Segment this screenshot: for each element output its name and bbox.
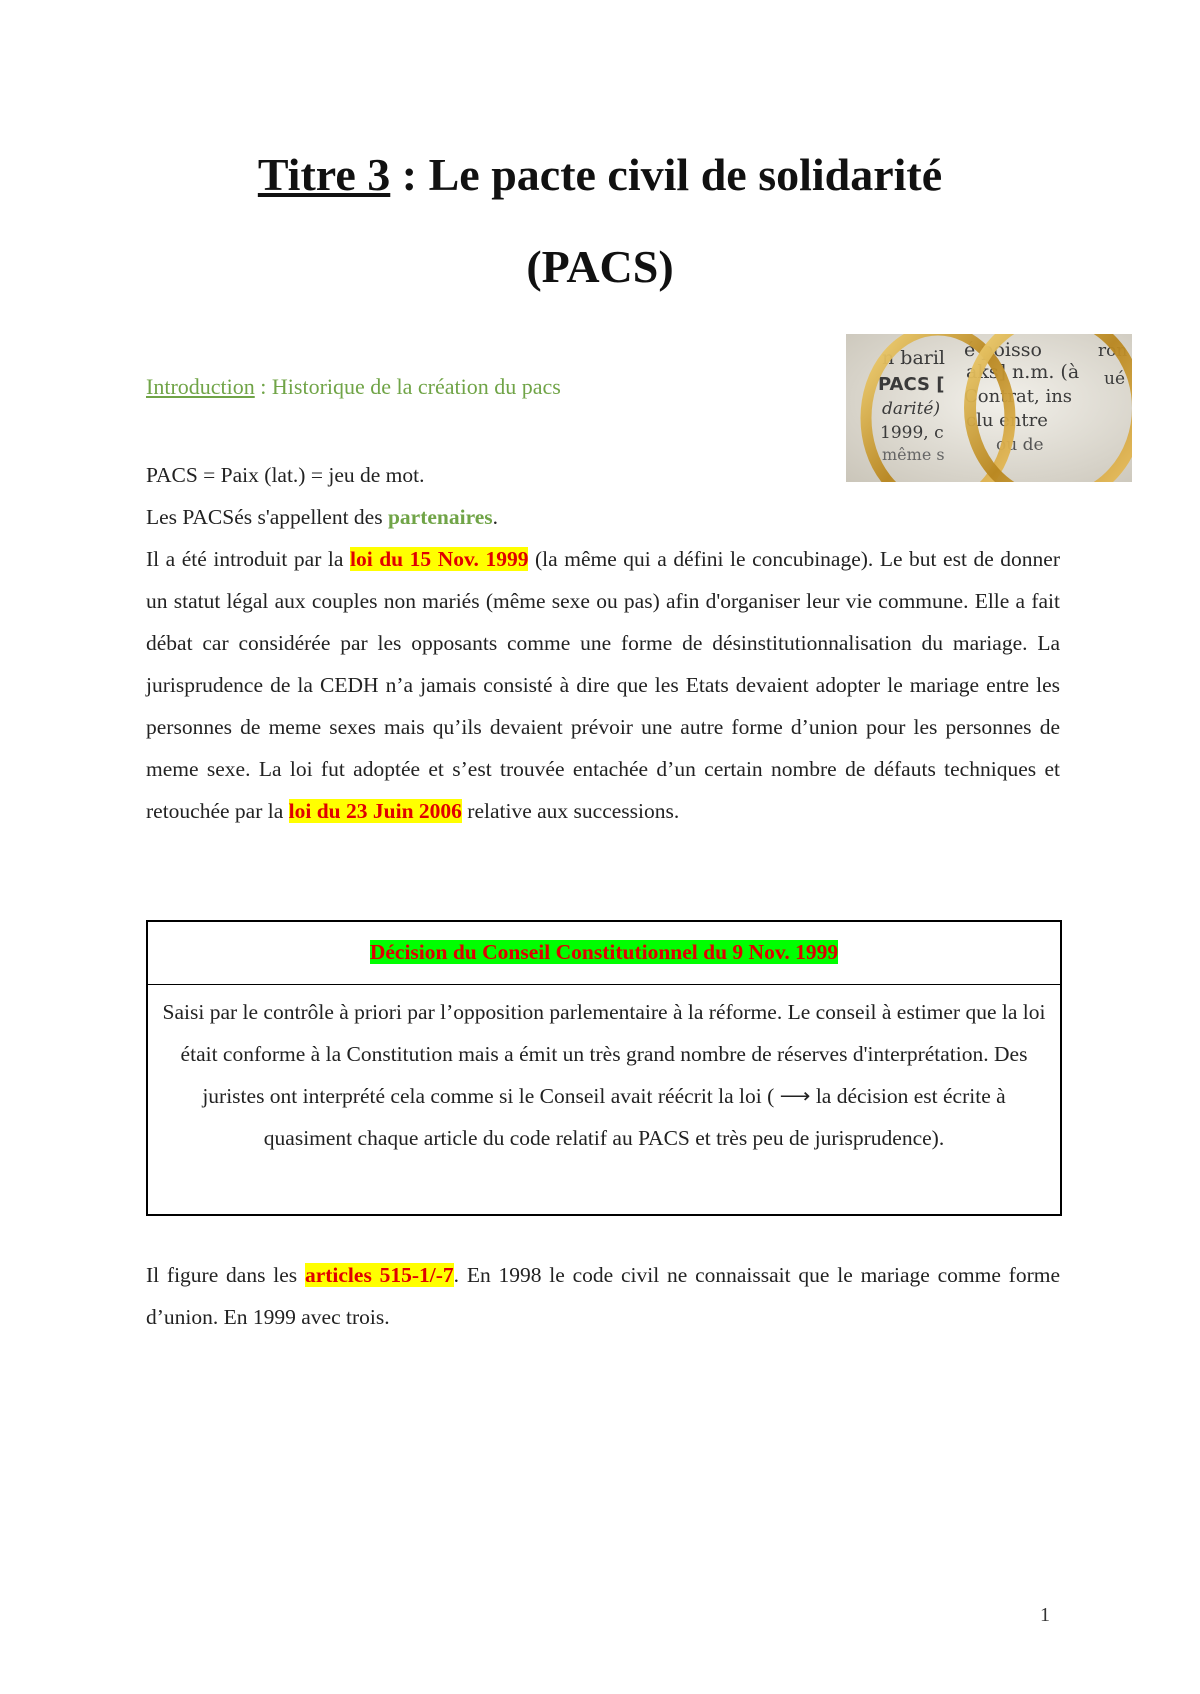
image-word: Contrat, ins	[964, 386, 1073, 407]
partners-line-text: Les PACSés s'appellent des	[146, 505, 388, 529]
image-word: 1999, c	[880, 423, 944, 443]
decision-body: Saisi par le contrôle à priori par l’opposition parlementaire à la réforme. Le conseil à estimer que la loi était conforme à la Constitution mais a émit un très grand nombre de réserves d'interprétation. Des juristes ont interprété cela comme si le Conseil avait réécrit la loi ( ⟶ la décision est écrite à quasiment chaque article du code relatif au PACS et très peu de jurisprudence).	[162, 1000, 1046, 1150]
partners-term: partenaires	[387, 505, 493, 529]
law-history-body: (la même qui a défini le concubinage). Le but est de donner un statut légal aux couples non mariés (même sexe ou pas) afin d'organiser leur vie commune. Elle a fait débat car considérée par les opposants comme une forme de désinstitutionnalisation du mariage. La jurisprudence de la CEDH n’a jamais consisté à dire que les Etats devaient adopter le mariage entre les personnes de meme sexes mais qu’ils devaient prévoir une autre forme d’union pour les personnes de meme sexe. La loi fut adoptée et s’est trouvée entachée d’un certain nombre de défauts techniques et retouchée par la	[146, 547, 1060, 823]
image-word: é poisso	[964, 339, 1042, 361]
law-history-text	[146, 538, 1060, 832]
constitutional-decision-box	[146, 920, 1062, 1216]
introduction-separator: :	[254, 374, 272, 399]
articles-highlight: articles 515-1/-7	[304, 1263, 454, 1287]
image-word: ron	[1098, 341, 1128, 361]
partners-line	[146, 496, 1060, 538]
paragraph-2	[146, 1254, 1060, 1338]
decision-heading-row	[148, 922, 1060, 985]
image-word: ué	[1104, 369, 1126, 389]
law-2006-highlight: loi du 23 Juin 2006	[288, 799, 462, 823]
introduction-label: Introduction	[146, 374, 255, 399]
image-word: ou de	[996, 435, 1044, 455]
partners-line-period: .	[492, 505, 499, 529]
decision-heading: Décision du Conseil Constitutionnel du 9 Nov. 1999	[369, 940, 839, 964]
title-number: Titre 3	[257, 149, 391, 200]
articles-rest: . En 1998 le code civil ne connaissait que le mariage comme forme d’union. En 1999 avec trois.	[146, 1263, 1061, 1329]
introduction-text: Historique de la création du pacs	[271, 374, 561, 399]
image-word: aks] n.m. (à	[966, 361, 1080, 383]
law-history-end: relative aux successions.	[461, 799, 680, 823]
title-text: : Le pacte civil de solidarité	[390, 149, 943, 200]
image-word: PACS [	[878, 374, 945, 395]
page-number: 1	[1040, 1604, 1050, 1626]
paragraph-1	[146, 454, 1060, 832]
articles-intro: Il figure dans les	[146, 1263, 305, 1287]
introduction-heading	[146, 374, 561, 400]
law-history-intro: Il a été introduit par la	[146, 547, 350, 571]
image-word: n baril	[882, 347, 946, 369]
image-word: darité)	[882, 399, 941, 419]
document-title-line2: (PACS)	[526, 241, 674, 292]
pacs-definition-line: PACS = Paix (lat.) = jeu de mot.	[146, 463, 425, 487]
image-word: clu entre	[966, 410, 1048, 431]
image-word: même s	[882, 445, 945, 464]
document-title-line1	[0, 148, 1200, 201]
law-1999-highlight: loi du 15 Nov. 1999	[349, 547, 529, 571]
